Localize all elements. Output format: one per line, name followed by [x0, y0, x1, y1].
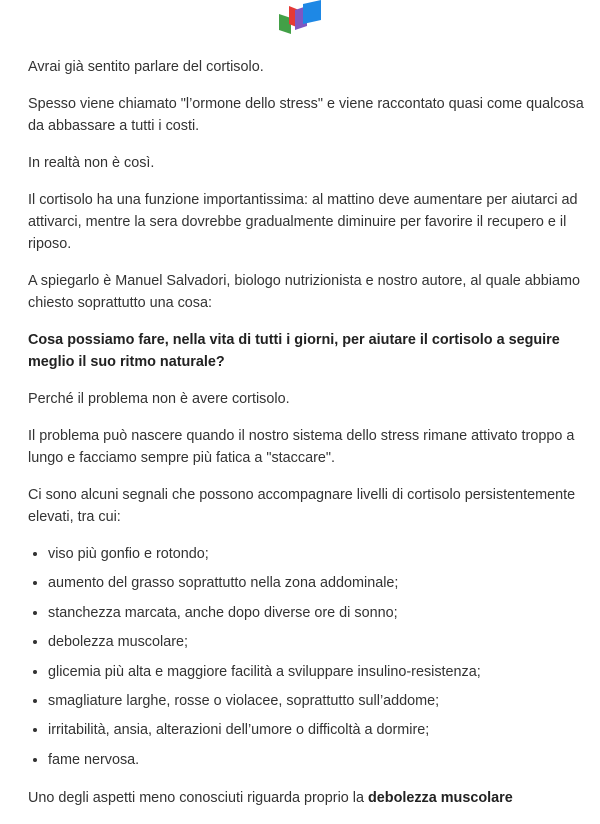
- article-paragraph: A spiegarlo è Manuel Salvadori, biologo nutrizionista e nostro autore, al quale abbiamo chiesto soprattutto una cosa:: [28, 273, 580, 311]
- article-body: [28, 56, 584, 824]
- list-item: • glicemia più alta e maggiore facilità a sviluppare insulino-resistenza;: [48, 661, 584, 683]
- list-item: • aumento del grasso soprattutto nella zona addominale;: [48, 572, 584, 594]
- article-paragraph: Spesso viene chiamato "l’ormone dello stress" e viene raccontato quasi come qualcosa da abbassare a tutti i costi.: [28, 96, 584, 134]
- brand-logo-icon[interactable]: [275, 0, 323, 36]
- list-item: • irritabilità, ansia, alterazioni dell’umore o difficoltà a dormire;: [48, 719, 584, 741]
- list-item: • fame nervosa.: [48, 749, 584, 771]
- last-paragraph-bold: debolezza muscolare: [367, 789, 513, 806]
- article-paragraph: Avrai già sentito parlare del cortisolo.: [28, 59, 264, 75]
- article-paragraph: [28, 787, 584, 809]
- article-paragraph: In realtà non è così.: [28, 155, 155, 171]
- article-paragraph: Ci sono alcuni segnali che possono accompagnare livelli di cortisolo persistentemente elevati, tra cui:: [28, 487, 576, 525]
- list-item: • viso più gonfio e rotondo;: [48, 543, 584, 565]
- list-item: • stanchezza marcata, anche dopo diverse ore di sonno;: [48, 602, 584, 624]
- article-paragraph: Il problema può nascere quando il nostro sistema dello stress rimane attivato troppo a lungo e facciamo sempre più fatica a "staccare".: [28, 428, 575, 466]
- article-paragraph: Il cortisolo ha una funzione importantissima: al mattino deve aumentare per aiutarci ad attivarci, mentre la sera dovrebbe gradualmente diminuire per favorire il recupero e il riposo.: [28, 192, 578, 252]
- article-paragraph: Perché il problema non è avere cortisolo.: [28, 391, 290, 407]
- last-paragraph-text: Uno degli aspetti meno conosciuti riguarda proprio la: [28, 789, 368, 806]
- header: [0, 0, 600, 40]
- article-question: Cosa possiamo fare, nella vita di tutti i giorni, per aiutare il cortisolo a seguire meglio il suo ritmo naturale?: [28, 332, 560, 370]
- list-item: • debolezza muscolare;: [48, 631, 584, 653]
- signals-list: [28, 543, 584, 771]
- list-item: • smagliature larghe, rosse o violacee, soprattutto sull’addome;: [48, 690, 584, 712]
